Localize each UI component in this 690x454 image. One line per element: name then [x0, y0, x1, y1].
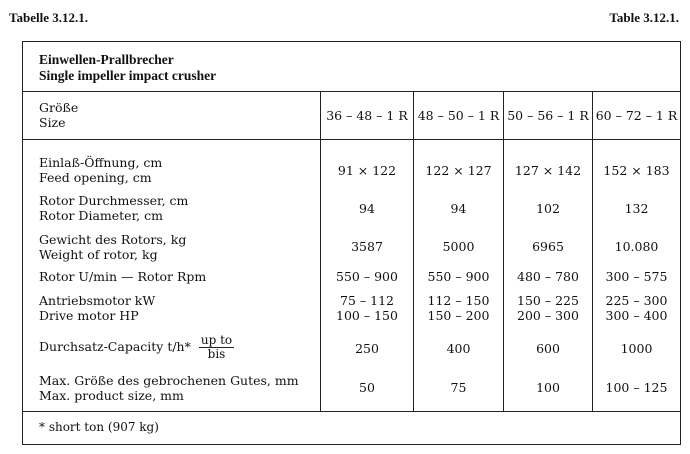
table-cell: 94 — [450, 201, 467, 216]
table-cell: 152 × 183 — [603, 163, 670, 178]
table-cell: 5000 — [442, 239, 475, 254]
row-label-line: Weight of rotor, kg — [39, 247, 158, 262]
column-header: 36 – 48 – 1 R — [326, 108, 408, 123]
table-cell: 102 — [536, 201, 560, 216]
table-cell: 100 – 125 — [605, 380, 668, 395]
table-cell — [321, 293, 413, 323]
table-cell: 400 — [446, 341, 471, 356]
table-cell — [504, 293, 592, 323]
table-cell: 50 — [359, 380, 375, 395]
table-cell-line: 150 – 200 — [427, 308, 490, 323]
table-cell: 600 — [536, 341, 560, 356]
table-cell: 480 – 780 — [517, 269, 579, 284]
column-header: 60 – 72 – 1 R — [595, 108, 678, 123]
table-cell-line: 300 – 400 — [605, 308, 668, 323]
table-cell — [593, 293, 680, 323]
row-label-line: Einlaß-Öffnung, cm — [39, 155, 163, 170]
size-label-german: Größe — [39, 100, 79, 115]
row-label-line: Durchsatz-Capacity t/h* — [39, 339, 191, 354]
row-label-line: Max. Größe des gebrochenen Gutes, mm — [39, 373, 299, 388]
header-divider — [23, 139, 680, 140]
table-cell-line: 200 – 300 — [517, 308, 579, 323]
table-cell: 132 — [624, 201, 649, 216]
table-cell: 100 — [536, 380, 560, 395]
fraction-numerator: up to — [200, 333, 233, 347]
table-cell-line: 100 – 150 — [336, 308, 398, 323]
row-label-line: Gewicht des Rotors, kg — [39, 232, 187, 247]
table-title — [39, 52, 216, 84]
table-number-german: Tabelle 3.12.1. — [9, 10, 88, 25]
row-label-drive-motor — [39, 293, 155, 323]
column-header: 48 – 50 – 1 R — [417, 108, 500, 123]
size-header-label — [39, 100, 78, 130]
table-cell: 250 — [355, 341, 379, 356]
table-cell: 6965 — [532, 239, 564, 254]
row-label-line: Antriebsmotor kW — [39, 293, 156, 308]
row-label-rotor-weight — [39, 232, 186, 262]
row-label-rotor-rpm — [39, 269, 206, 284]
table-title-english: Single impeller impact crusher — [39, 68, 217, 83]
row-label-feed-opening — [39, 155, 162, 185]
table-cell: 1000 — [620, 341, 653, 356]
table-cell: 127 × 142 — [514, 163, 582, 178]
title-divider — [23, 91, 680, 92]
table-number-english: Table 3.12.1. — [609, 10, 679, 25]
table-cell: 91 × 122 — [337, 163, 397, 178]
table-cell-line: 75 – 112 — [340, 293, 394, 308]
footnote: * short ton (907 kg) — [39, 420, 159, 434]
row-label-max-product-size — [39, 373, 299, 403]
table-cell: 94 — [359, 201, 375, 216]
row-label-line: Rotor Diameter, cm — [39, 208, 163, 223]
table-cell-line: 150 – 225 — [517, 293, 579, 308]
fraction-denominator: bis — [207, 347, 226, 361]
row-label-line: Feed opening, cm — [39, 170, 152, 185]
row-label-capacity — [39, 334, 234, 361]
table-cell-line: 225 – 300 — [605, 293, 668, 308]
crusher-table — [22, 41, 681, 445]
row-label-line: Rotor Durchmesser, cm — [39, 193, 189, 208]
table-cell-line: 112 – 150 — [427, 293, 490, 308]
capacity-fraction — [199, 334, 234, 361]
size-label-english: Size — [39, 115, 66, 130]
table-cell: 75 — [450, 380, 467, 395]
row-label-line: Rotor U/min — Rotor Rpm — [39, 269, 207, 284]
table-cell: 550 – 900 — [336, 269, 398, 284]
table-cell: 300 – 575 — [605, 269, 668, 284]
table-cell: 3587 — [351, 239, 383, 254]
row-label-line: Max. product size, mm — [39, 388, 184, 403]
row-label-line: Drive motor HP — [39, 308, 139, 323]
table-cell — [414, 293, 503, 323]
footnote-divider — [23, 411, 680, 412]
column-header: 50 – 56 – 1 R — [507, 108, 589, 123]
table-cell: 550 – 900 — [427, 269, 490, 284]
table-title-german: Einwellen-Prallbrecher — [39, 52, 174, 67]
table-cell: 10.080 — [614, 239, 659, 254]
row-label-rotor-diameter — [39, 193, 188, 223]
table-cell: 122 × 127 — [425, 163, 492, 178]
